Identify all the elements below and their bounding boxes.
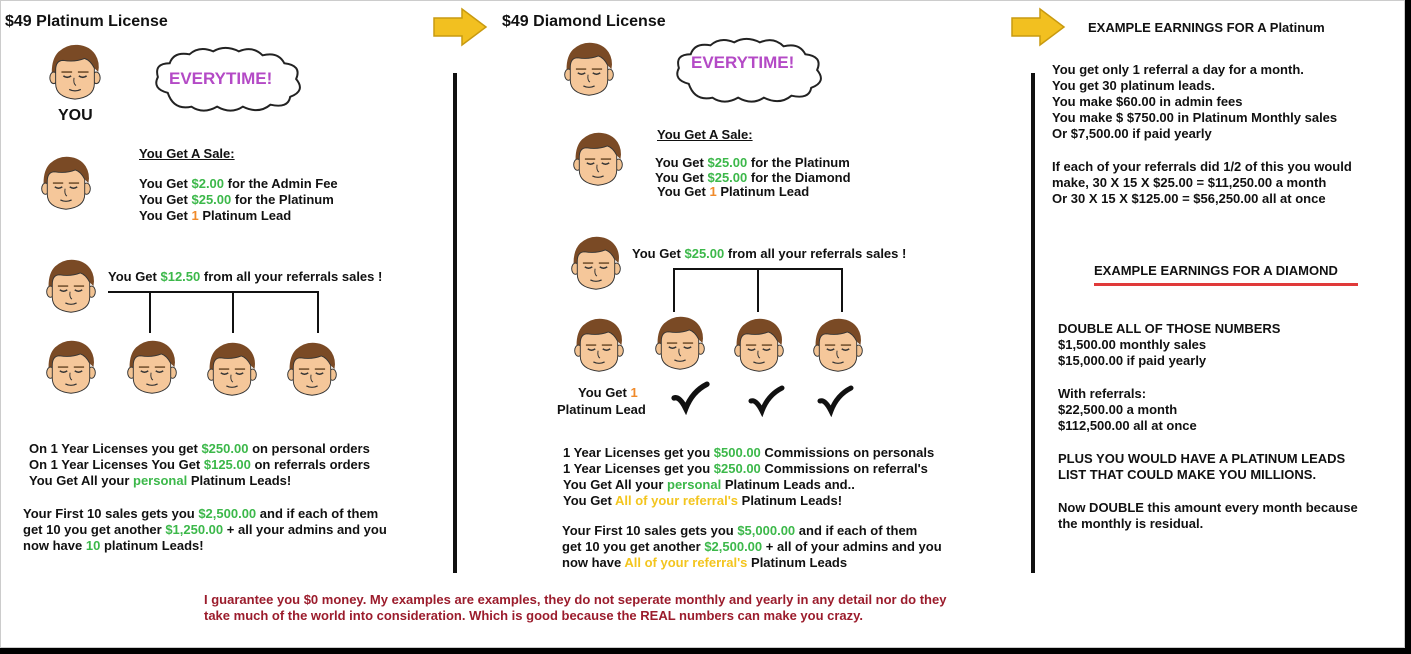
example-line: If each of your referrals did 1/2 of this you would [1052, 159, 1352, 174]
diamond-lead-note: You Get 1 [578, 385, 638, 400]
example-line: You make $ $750.00 in Platinum Monthly sales [1052, 110, 1338, 125]
referral-face-icon [807, 317, 869, 375]
platinum-sale-heading: You Get A Sale: [139, 146, 235, 161]
checkmark-icon [747, 385, 785, 417]
platinum-sale-line: You Get $25.00 for the Platinum [139, 192, 334, 207]
platinum-license-line: You Get All your personal Platinum Leads! [29, 473, 292, 488]
example-line: make, 30 X 15 X $25.00 = $11,250.00 a month [1052, 175, 1327, 190]
checkmark-icon [816, 385, 854, 417]
referral-face-icon [279, 341, 345, 399]
example-line: You get only 1 referral a day for a month. [1052, 62, 1304, 77]
example-line: $22,500.00 a month [1058, 402, 1178, 417]
diamond-license-line: You Get All your personal Platinum Leads and.. [563, 477, 855, 492]
platinum-example-heading: EXAMPLE EARNINGS FOR A Platinum [1088, 20, 1325, 35]
example-line: Or 30 X 15 X $125.00 = $56,250.00 all at once [1052, 191, 1326, 206]
example-line: You make $60.00 in admin fees [1052, 94, 1243, 109]
diamond-license-line: 1 Year Licenses get you $250.00 Commissions on referral's [563, 461, 928, 476]
platinum-sale-line: You Get $2.00 for the Admin Fee [139, 176, 338, 191]
you-face-icon [568, 317, 630, 375]
sale-face-icon [567, 131, 629, 189]
referral-face-icon [199, 341, 265, 399]
example-line: You get 30 platinum leads. [1052, 78, 1216, 93]
example-line: LIST THAT COULD MAKE YOU MILLIONS. [1058, 467, 1317, 482]
example-line: $112,500.00 all at once [1058, 418, 1197, 433]
referral-face-icon [649, 315, 711, 373]
platinum-first10-line: get 10 you get another $1,250.00 + all your admins and you [23, 522, 387, 537]
example-line: With referrals: [1058, 386, 1147, 401]
tree-line [317, 291, 319, 333]
diamond-title: $49 Diamond License [502, 13, 666, 30]
platinum-cloud-text: EVERYTIME! [169, 69, 273, 88]
checkmark-icon [670, 381, 710, 415]
column-divider [453, 73, 457, 573]
tree-line [149, 291, 151, 333]
platinum-sale-line: You Get 1 Platinum Lead [139, 208, 292, 223]
referrer-face-icon [38, 258, 104, 316]
diamond-sale-line: You Get $25.00 for the Diamond [655, 170, 851, 185]
platinum-license-line: On 1 Year Licenses You Get $125.00 on referrals orders [29, 457, 371, 472]
example-line: $1,500.00 monthly sales [1058, 337, 1207, 352]
referral-face-icon [728, 317, 790, 375]
diamond-first10-line: get 10 you get another $2,500.00 + all of your admins and you [562, 539, 942, 554]
arrow-right-icon [1009, 7, 1067, 47]
diamond-license-line: 1 Year Licenses get you $500.00 Commissions on personals [563, 445, 935, 460]
diamond-sale-heading: You Get A Sale: [657, 127, 753, 142]
diamond-sale-line: You Get $25.00 for the Platinum [655, 155, 850, 170]
tree-line [757, 268, 759, 312]
example-line: DOUBLE ALL OF THOSE NUMBERS [1058, 321, 1281, 336]
example-line: Or $7,500.00 if paid yearly [1052, 126, 1212, 141]
diamond-example-heading: EXAMPLE EARNINGS FOR A DIAMOND [1094, 263, 1338, 278]
tree-line [841, 268, 843, 312]
diamond-lead-note-line2: Platinum Lead [557, 402, 646, 417]
example-line: Now DOUBLE this amount every month because [1058, 500, 1358, 515]
example-line: $15,000.00 if paid yearly [1058, 353, 1207, 368]
platinum-first10-line: Your First 10 sales gets you $2,500.00 and if each of them [23, 506, 379, 521]
disclaimer-line: take much of the world into consideration. Which is good because the REAL numbers can make you crazy. [204, 608, 864, 623]
column-divider [1031, 73, 1035, 573]
tree-line [232, 291, 234, 333]
arrow-right-icon [431, 7, 489, 47]
diamond-first10-line: now have All of your referral's Platinum Leads [562, 555, 848, 570]
heading-underline [1094, 283, 1358, 286]
platinum-referral-line: You Get $12.50 from all your referrals sales ! [108, 269, 383, 284]
example-line: the monthly is residual. [1058, 516, 1204, 531]
diamond-referral-line: You Get $25.00 from all your referrals sales ! [632, 246, 907, 261]
tree-line [673, 268, 675, 312]
diamond-license-line: You Get All of your referral's Platinum Leads! [563, 493, 843, 508]
you-label: YOU [58, 107, 93, 124]
tree-line [108, 291, 319, 293]
referral-face-icon [38, 339, 104, 397]
platinum-title: $49 Platinum License [5, 13, 168, 30]
diamond-first10-line: Your First 10 sales gets you $5,000.00 and if each of them [562, 523, 918, 538]
example-line: PLUS YOU WOULD HAVE A PLATINUM LEADS [1058, 451, 1346, 466]
platinum-license-line: On 1 Year Licenses you get $250.00 on personal orders [29, 441, 370, 456]
sale-face-icon [35, 155, 97, 213]
referral-face-icon [119, 339, 185, 397]
diamond-cloud-text: EVERYTIME! [691, 53, 795, 72]
referrer-face-icon [565, 235, 627, 293]
diamond-sale-line: You Get 1 Platinum Lead [657, 184, 810, 199]
you-face-icon [559, 41, 619, 99]
disclaimer-line: I guarantee you $0 money. My examples are examples, they do not seperate monthly and yearly in any detail nor do they [204, 592, 947, 607]
you-face-icon [42, 43, 108, 103]
platinum-first10-line: now have 10 platinum Leads! [23, 538, 204, 553]
